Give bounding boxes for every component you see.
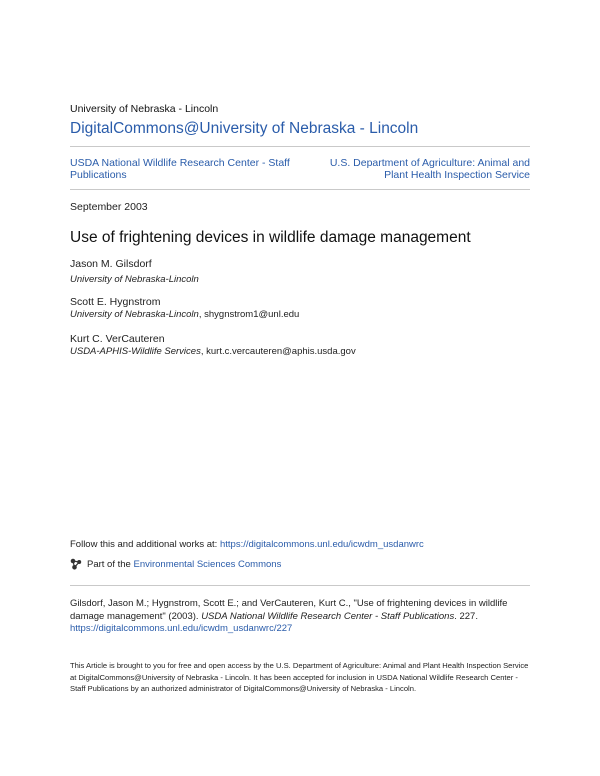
commons-link[interactable]: Environmental Sciences Commons: [133, 558, 282, 570]
author-affiliation: USDA-APHIS-Wildlife Services, kurt.c.vercauteren@aphis.usda.gov: [70, 346, 356, 357]
author-name: Kurt C. VerCauteren: [70, 333, 165, 345]
affiliation-text: USDA-APHIS-Wildlife Services: [70, 346, 201, 357]
affiliation-text: University of Nebraska-Lincoln: [70, 309, 199, 320]
author-name: Scott E. Hygnstrom: [70, 296, 161, 308]
divider: [70, 146, 530, 147]
recommended-citation: [70, 598, 532, 636]
citation-number: . 227.: [454, 610, 478, 622]
affiliation-text: University of Nebraska-Lincoln: [70, 274, 199, 285]
network-icon: [70, 558, 82, 570]
citation-text: Gilsdorf, Jason M.; Hygnstrom, Scott E.; and VerCauteren, Kurt C., "Use of frightening devices in wildlife damage management" (2003).: [70, 598, 508, 622]
author-email: kurt.c.vercauteren@aphis.usda.gov: [206, 346, 356, 357]
series-link-right[interactable]: U.S. Department of Agriculture: Animal and Plant Health Inspection Service: [329, 157, 530, 181]
author-email: shygnstrom1@unl.edu: [204, 309, 300, 320]
author-name: Jason M. Gilsdorf: [70, 258, 152, 270]
series-link-left[interactable]: USDA National Wildlife Research Center - Staff Publications: [70, 157, 290, 181]
follow-text: Follow this and additional works at:: [70, 539, 220, 550]
article-title: Use of frightening devices in wildlife damage management: [70, 229, 471, 246]
access-statement: This Article is brought to you for free and open access by the U.S. Department of Agriculture: Animal and Plant Health Inspection Service at DigitalCommons@University of Nebraska - Lincoln. It has been accepted for inclusion in USDA National Wildlife Research Center - Staff Publications by an authorized administrator of DigitalCommons@University of Nebraska - Lincoln.: [70, 661, 529, 693]
author-affiliation: University of Nebraska-Lincoln, shygnstrom1@unl.edu: [70, 309, 300, 320]
publication-date: September 2003: [70, 201, 148, 213]
citation-series: USDA National Wildlife Research Center - Staff Publications: [201, 610, 455, 622]
repository-title-link[interactable]: DigitalCommons@University of Nebraska - Lincoln: [70, 120, 419, 137]
citation-url-link[interactable]: https://digitalcommons.unl.edu/icwdm_usdanwrc/227: [70, 623, 293, 634]
collection-url-link[interactable]: https://digitalcommons.unl.edu/icwdm_usdanwrc: [219, 539, 424, 550]
author-affiliation: [70, 274, 199, 285]
part-of-prefix: Part of the: [87, 558, 134, 570]
divider: [70, 585, 530, 586]
divider: [70, 189, 530, 190]
follow-line: [70, 539, 424, 550]
part-of-line: [70, 558, 281, 570]
institution-name: University of Nebraska - Lincoln: [70, 103, 219, 115]
